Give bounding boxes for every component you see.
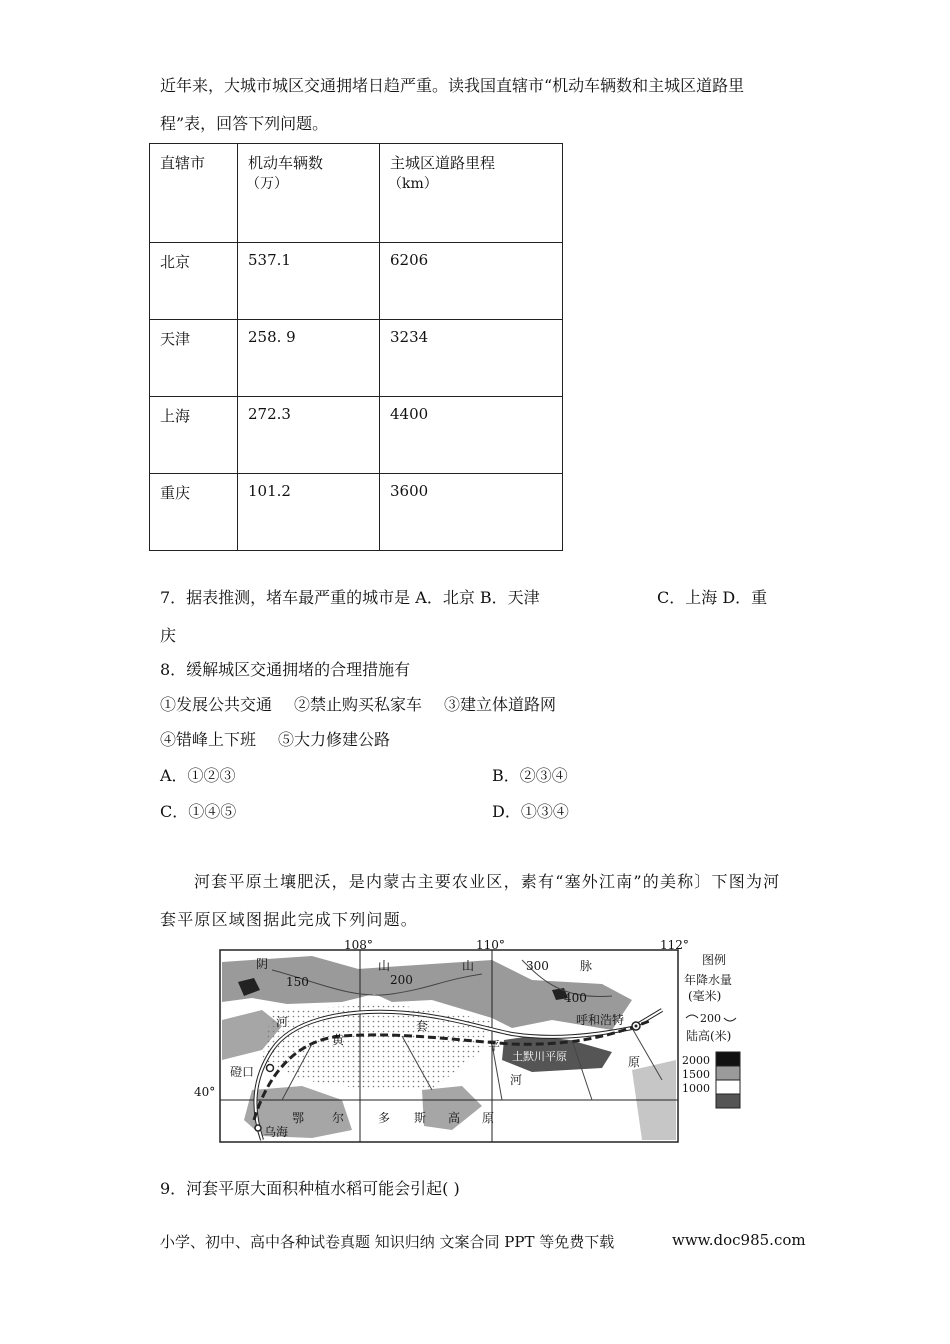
place-label: 原: [482, 1111, 495, 1125]
cell-city: 上海: [150, 397, 238, 474]
cell-vehicles: 258. 9: [238, 320, 380, 397]
city-marker-dengkou: [267, 1065, 274, 1072]
legend-precip-unit: (毫米): [688, 989, 722, 1003]
legend-elev-value: 1500: [682, 1068, 710, 1081]
passage-2-line-2: 套平原区域图据此完成下列问题。: [160, 910, 419, 929]
place-label: 斯: [414, 1111, 427, 1125]
question-8-option-a: A．①②③: [160, 766, 236, 785]
measure-item: ②禁止购买私家车: [294, 695, 423, 714]
footer-site[interactable]: www.doc985.com: [672, 1231, 806, 1249]
intro-line-2: 程”表，回答下列问题。: [160, 114, 329, 133]
question-7-stem: 7．据表推测，堵车最严重的城市是 A．北京 B．天津: [160, 588, 540, 607]
place-label: 平: [488, 1039, 501, 1053]
cell-road: 3234: [380, 320, 563, 397]
place-label: 阴: [256, 957, 269, 971]
place-label: 脉: [580, 959, 593, 973]
header-city: 直辖市: [150, 144, 238, 243]
place-label: 多: [378, 1111, 391, 1125]
passage-2-line-1: 河套平原土壤肥沃，是内蒙古主要农业区，素有“塞外江南”的美称〕下图为河: [194, 872, 781, 891]
legend-isohyet-value: 200: [700, 1012, 721, 1025]
question-9-stem: 9．河套平原大面积种植水稻可能会引起( ): [160, 1179, 460, 1198]
cell-vehicles: 101.2: [238, 474, 380, 551]
lat-label: 40°: [194, 1085, 216, 1099]
place-label: 尔: [332, 1111, 345, 1125]
header-road-length: 主城区道路里程 （km）: [380, 144, 563, 243]
question-8-items-line-1: [160, 695, 556, 715]
city-marker-hohhot-dot: [635, 1025, 638, 1028]
place-label: 磴口: [230, 1065, 255, 1079]
isohyet-value: 150: [286, 975, 309, 989]
legend-swatch-2000: [716, 1052, 740, 1066]
question-8-option-d: D．①③④: [492, 802, 569, 821]
place-label: 乌海: [264, 1125, 289, 1139]
question-8-stem: 8．缓解城区交通拥堵的合理措施有: [160, 660, 411, 679]
measure-item: ①发展公共交通: [160, 695, 273, 714]
legend-isohyet-sample-left: [686, 1015, 698, 1018]
intro-line-1: 近年来，大城市城区交通拥堵日趋严重。读我国直辖市“机动车辆数和主城区道路里: [160, 76, 745, 95]
place-label: 原: [628, 1055, 641, 1069]
legend-swatch-1500: [716, 1066, 740, 1080]
place-label: 黄: [332, 1033, 345, 1047]
vehicle-road-table: [149, 143, 563, 551]
cell-road: 3600: [380, 474, 563, 551]
page-footer: [160, 1231, 806, 1252]
question-8-option-c: C．①④⑤: [160, 802, 237, 821]
legend-swatch-1000: [716, 1080, 740, 1094]
legend-elev-value: 2000: [682, 1054, 710, 1067]
cell-city: 天津: [150, 320, 238, 397]
legend-elev-label: 陆高(米): [686, 1029, 732, 1043]
lon-label: 112°: [660, 940, 689, 952]
table-row: [150, 320, 563, 397]
lon-label: 108°: [344, 940, 373, 952]
isohyet-value: 200: [390, 973, 413, 987]
place-label: 呼和浩特: [576, 1013, 625, 1027]
legend-swatch-low: [716, 1094, 740, 1108]
cell-city: 北京: [150, 243, 238, 320]
measure-item: ④错峰上下班: [160, 730, 257, 749]
question-7-options-tail: C．上海 D．重: [657, 588, 768, 607]
cell-vehicles: 537.1: [238, 243, 380, 320]
place-label: 河: [510, 1073, 523, 1087]
measure-item: ⑤大力修建公路: [278, 730, 391, 749]
question-7-wrap: 庆: [160, 626, 177, 645]
cell-vehicles: 272.3: [238, 397, 380, 474]
city-marker-wuhai: [255, 1125, 261, 1131]
table-row: [150, 474, 563, 551]
cell-road: 4400: [380, 397, 563, 474]
place-label: 高: [448, 1111, 461, 1125]
lon-label: 110°: [476, 940, 505, 952]
question-8-option-b: B．②③④: [492, 766, 568, 785]
table-row: [150, 243, 563, 320]
place-label: 套: [416, 1019, 429, 1033]
table-row: [150, 397, 563, 474]
legend-title: 图例: [702, 953, 727, 967]
isohyet-value: 400: [564, 991, 587, 1005]
place-label: 土默川平原: [512, 1050, 567, 1063]
cell-city: 重庆: [150, 474, 238, 551]
measure-item: ③建立体道路网: [444, 695, 557, 714]
place-label: 河: [276, 1015, 289, 1029]
place-label: 山: [378, 959, 391, 973]
place-label: 鄂: [292, 1111, 305, 1125]
map-legend: [682, 952, 740, 1108]
footer-text: 小学、初中、高中各种试卷真题 知识归纳 文案合同 PPT 等免费下载: [160, 1233, 615, 1251]
place-label: 山: [462, 959, 475, 973]
isohyet-value: 300: [526, 959, 549, 973]
header-vehicles: 机动车辆数 （万）: [238, 144, 380, 243]
legend-elev-value: 1000: [682, 1082, 710, 1095]
legend-isohyet-sample-right: [724, 1018, 736, 1021]
cell-road: 6206: [380, 243, 563, 320]
hetao-plain-map: [192, 940, 752, 1146]
table-header-row: [150, 144, 563, 243]
legend-precip-label: 年降水量: [684, 973, 733, 987]
map-svg: [192, 940, 752, 1146]
question-8-items-line-2: [160, 730, 390, 750]
